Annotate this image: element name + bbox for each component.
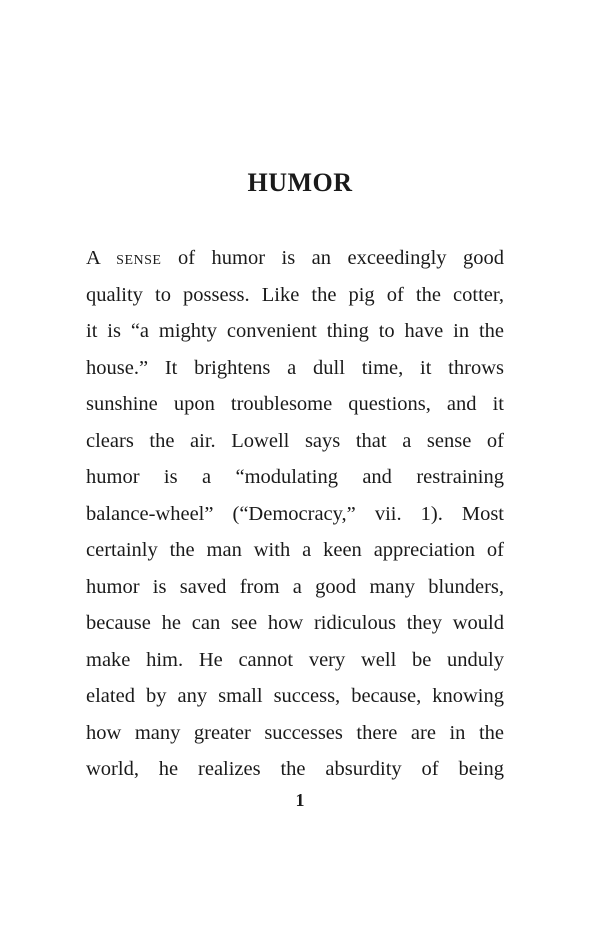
- text-line-2: quality to possess. Like the pig of the cotter,: [86, 283, 504, 306]
- text-line-15: world, he realizes the absurdity of being: [86, 758, 504, 780]
- chapter-title: HUMOR: [247, 168, 353, 197]
- text-line-9: certainly the man with a keen appreciation of: [86, 539, 504, 561]
- body-paragraph: [86, 240, 504, 788]
- text-line-12: make him. He cannot very well be unduly: [86, 648, 504, 671]
- text-line-1: [86, 240, 504, 277]
- opening-word: A: [86, 247, 100, 269]
- text-line-4: house.” It brightens a dull time, it throws: [86, 356, 504, 379]
- text-line-8: balance-wheel” (“Democracy,” vii. 1). Most: [86, 502, 504, 525]
- text-line-5: sunshine upon troublesome questions, and it: [86, 393, 504, 415]
- text-line-11: because he can see how ridiculous they would: [86, 612, 504, 634]
- text-line-6: clears the air. Lowell says that a sense of: [86, 429, 504, 452]
- opening-smallcaps: sense: [116, 247, 162, 269]
- text-line-14: how many greater successes there are in the: [86, 721, 504, 744]
- text-line-10: humor is saved from a good many blunders,: [86, 575, 504, 598]
- page-number: 1: [295, 790, 305, 810]
- text-line-13: elated by any small success, because, knowing: [86, 685, 504, 707]
- line-1-rest: of humor is an exceedingly good: [161, 247, 504, 269]
- text-line-3: it is “a mighty convenient thing to have in the: [86, 320, 504, 342]
- text-line-7: humor is a “modulating and restraining: [86, 466, 504, 488]
